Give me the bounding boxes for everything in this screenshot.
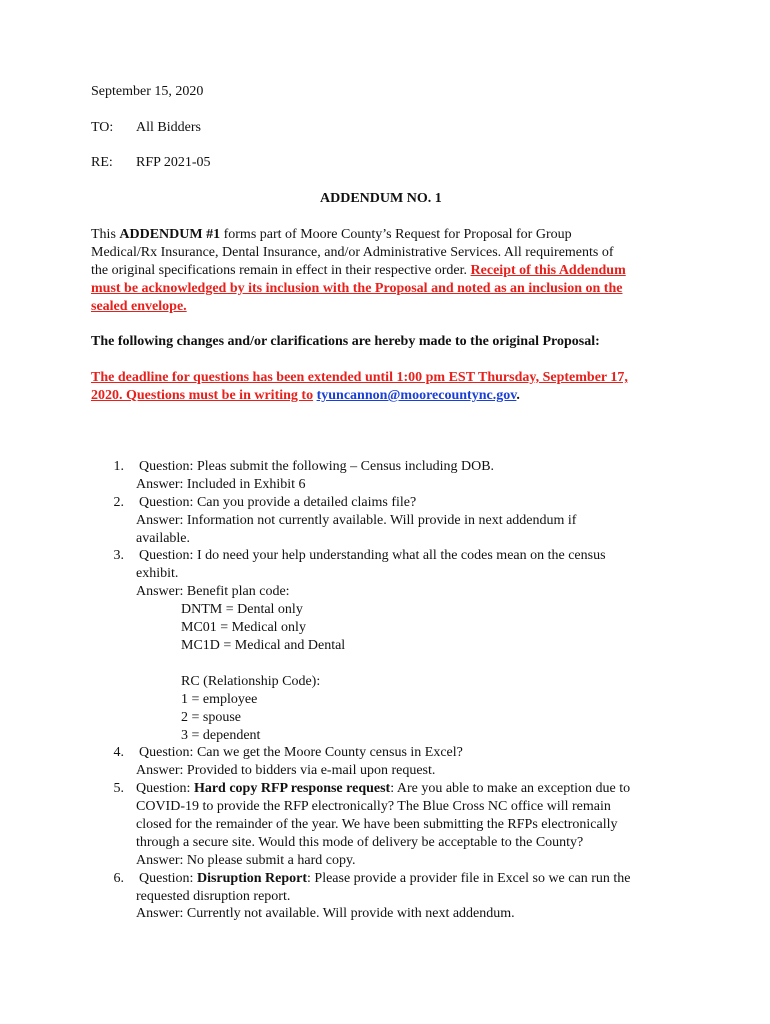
- question-6-cont: requested disruption report.: [136, 889, 291, 904]
- deadline-text: 2020. Questions must be in writing to: [91, 388, 314, 403]
- list-number: 4.: [113, 745, 124, 760]
- list-number: 5.: [113, 781, 124, 796]
- intro-text: forms part of Moore County’s Request for Proposal for Group: [220, 227, 572, 242]
- intro-line-4: must be acknowledged by its inclusion with the Proposal and noted as an inclusion on the: [91, 281, 623, 296]
- list-number: 3.: [113, 548, 124, 563]
- addendum-ref: ADDENDUM #1: [119, 227, 221, 242]
- question-5: [136, 780, 630, 798]
- question-5-cont: closed for the remainder of the year. We have been submitting the RFPs electronically: [136, 817, 618, 832]
- document-title: ADDENDUM NO. 1: [320, 191, 442, 206]
- intro-text: the original specifications remain in effect in their respective order.: [91, 263, 471, 278]
- list-number: 6.: [113, 871, 124, 886]
- question-5-cont: through a secure site. Would this mode of delivery be acceptable to the County?: [136, 835, 584, 850]
- answer-6: Answer: Currently not available. Will provide with next addendum.: [136, 906, 515, 921]
- question-3: Question: I do need your help understanding what all the codes mean on the census: [139, 548, 606, 563]
- question-topic: Hard copy RFP response request: [193, 781, 391, 796]
- question-text: Question:: [139, 871, 197, 886]
- email-link[interactable]: tyuncannon@moorecountync.gov: [316, 388, 517, 403]
- intro-line-1: [91, 226, 572, 244]
- question-2: Question: Can you provide a detailed claims file?: [139, 495, 417, 510]
- answer-3: Answer: Benefit plan code:: [136, 584, 290, 599]
- answer-5: Answer: No please submit a hard copy.: [136, 853, 356, 868]
- question-6: [139, 870, 630, 888]
- answer-2: Answer: Information not currently available. Will provide in next addendum if: [136, 513, 577, 528]
- relationship-code-1: 1 = employee: [181, 692, 258, 707]
- relationship-code-2: 2 = spouse: [181, 710, 242, 725]
- answer-4: Answer: Provided to bidders via e-mail upon request.: [136, 763, 436, 778]
- intro-line-2: Medical/Rx Insurance, Dental Insurance, and/or Administrative Services. All requirements of: [91, 245, 614, 260]
- question-text: : Please provide a provider file in Excel so we can run the: [307, 871, 631, 886]
- to-label: TO:: [91, 120, 114, 135]
- plan-code-2: MC01 = Medical only: [181, 620, 306, 635]
- question-text: Question:: [136, 781, 194, 796]
- changes-heading: The following changes and/or clarifications are hereby made to the original Proposal:: [91, 334, 600, 349]
- plan-code-3: MC1D = Medical and Dental: [181, 638, 346, 653]
- plan-code-1: DNTM = Dental only: [181, 602, 303, 617]
- re-value: RFP 2021-05: [136, 155, 211, 170]
- intro-line-3: [91, 262, 626, 280]
- answer-2-cont: available.: [136, 531, 191, 546]
- receipt-notice: Receipt of this Addendum: [470, 263, 626, 278]
- date-line: September 15, 2020: [91, 84, 204, 99]
- deadline-period: .: [516, 388, 520, 403]
- question-5-cont: COVID-19 to provide the RFP electronically? The Blue Cross NC office will remain: [136, 799, 611, 814]
- question-4: Question: Can we get the Moore County census in Excel?: [139, 745, 463, 760]
- question-3-cont: exhibit.: [136, 566, 179, 581]
- list-number: 2.: [113, 495, 124, 510]
- deadline-line-2: [91, 387, 520, 405]
- relationship-code-heading: RC (Relationship Code):: [181, 674, 321, 689]
- relationship-code-3: 3 = dependent: [181, 728, 261, 743]
- deadline-line-1: The deadline for questions has been extended until 1:00 pm EST Thursday, September 17,: [91, 370, 628, 385]
- question-text: : Are you able to make an exception due to: [390, 781, 631, 796]
- question-1: Question: Pleas submit the following – Census including DOB.: [139, 459, 495, 474]
- re-label: RE:: [91, 155, 113, 170]
- list-number: 1.: [113, 459, 124, 474]
- question-topic: Disruption Report: [196, 871, 308, 886]
- intro-line-5: sealed envelope.: [91, 299, 187, 314]
- intro-text: This: [91, 227, 120, 242]
- answer-1: Answer: Included in Exhibit 6: [136, 477, 306, 492]
- to-value: All Bidders: [136, 120, 201, 135]
